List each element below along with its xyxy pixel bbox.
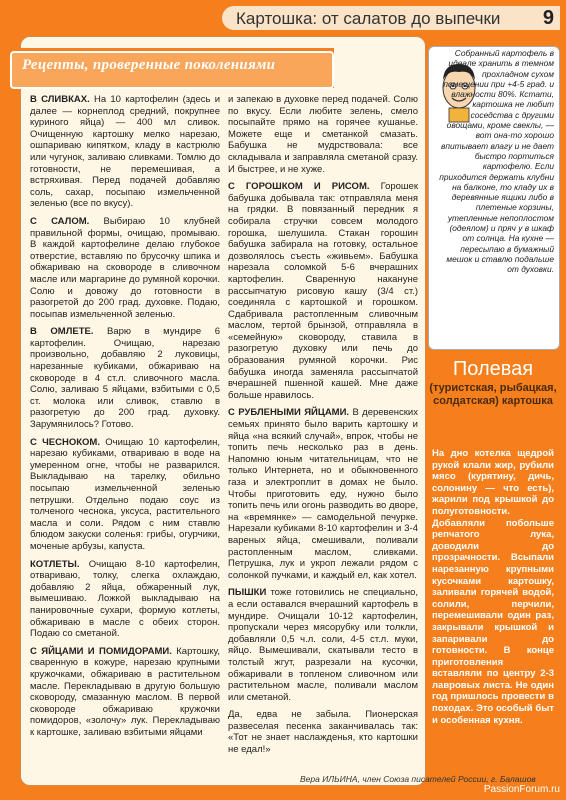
author-credit: Вера ИЛЬИНА, член Союза писателей России, г. Балашов [300,774,536,784]
recipe-text: На 10 картофелин (здесь и далее — корнеплод средний, покрупнее куриного яйца) — 400 мл сливок. Очищенную картошку мелко нарезаю, ошпариваю кипятком, кладу в кастрюлю или чугунок, заливаю сливками. Томлю до готовности, не перемешивая, а встряхивая. Перед подачей добавляю соль, сахар, посыпаю измельченной зеленью (все по вкусу). [30,94,221,210]
section-banner [4,48,334,88]
recipe-text: Да, едва не забыла. Пионерская развеселая песенка заканчивалась так: «Тот не знает наслажденья, кто картошки не едал!» [228,709,418,756]
page-header [0,0,566,32]
recipes-column-2 [228,94,418,762]
recipe-name: ПЫШКИ [228,587,267,599]
header-title: Картошка: от салатов до выпечки [236,9,501,28]
recipe-name: В ОМЛЕТЕ. [30,326,94,338]
recipe-text: Варю в мундире 6 картофелин. Очищаю, нарезаю произвольно, добавляю 2 луковицы, нарезанные кубиками, обжариваю на сковороде в 4 ст.л. сливочного масла. Солю, заливаю 5 яйцами, взбитыми с 0,5 ст. молока или сливок, ставлю в разогретую до 200 град. духовку. Зарумянилось? Готово. [30,326,221,431]
recipe-name: С ЧЕСНОКОМ. [30,436,100,448]
recipe-paragraph [228,709,418,755]
recipe-text: Очищаю 8-10 картофелин, отвариваю, толку, слегка охлаждаю, добавляю 2 яйца, обжаренный лук, вымешиваю. Ложкой выкладываю на панировочные сухари, формую котлеты, обжариваю в масле с обеих сторон. Подаю со сметаной. [30,558,220,640]
recipe-text: В деревенских семьях принято было варить картошку и яйца «на всякий случай», впрок, чтобы не топить печь несколько раз в день. Напомню юным читательницам, что не только Интернета, но и обыкновенного газа и электроплит в домах не было. Чтобы приготовить еду, нужно было топить печь или огонь разводить во дворе, на «времянке» — самодельной печурке. Нарезали кубиками 8-10 картофелин и 3-4 вареных яйца, смешивали, поливали растопленным маслом, сливками. Петрушка, лук и укроп лежали рядом с солонкой пучками, и каждый ел, как хотел. [228,407,418,581]
recipe-text: Выбираю 10 клубней правильной формы, очищаю, промываю. В каждой картофелине делаю глубокое отверстие, вставляю по брусочку шпика и обжариваю на сковороде в сливочном масле или маргарине до румяной корочки. Солю и довожу до готовности в разогретой до 200 град. духовке. Подаю, посыпав измельченной зеленью. [30,215,220,320]
recipe-name: КОТЛЕТЫ. [30,558,80,570]
polevaya-text: На дно котелка щедрой рукой клали жир, рубили мясо (курятину, дичь, солонину — что есть), жарили под крышкой до полуготовности. Добавляли побольше репчатого лука, доводили до прозрачности. Всыпали нарезанную крупными кусочками картошку, заливали горячей водой, солили, перчили, перемешивали один раз, закрывали крышкой и запаривали до готовности. В конце приготовления вставляли по центру 2-3 лавровых листа. Не один год пришлось провести в походах. Это особый быт и особенная кухня. [432,448,554,726]
recipe-paragraph [30,326,220,430]
recipe-text: Горошек бабушка добывала так: отправляла меня на грядки. В повязанный передник я собирала стручки совсем молодого горошка, шелушила. Стакан горошин бабушка забирала на готовку, остальное дозволялось съесть «живьем». Бабушка нарезала соломкой 5-6 вчерашних картофелин. Сваренную накануне рассыпчатую рисовую кашу (3/4 ст.) соединяла с картошкой и горошком. Сдабривала растопленным сливочным маслом, тертой брынзой, отправляла в «семейную» сковороду, ставила в разогретую духовку или печь до образования румяной корочки. Рис бабушка иногда заменяла рассыпчатой вчерашней пшенной кашей. Мне даже больше нравилось. [228,181,418,401]
storage-note-text: Собранный картофель в идеале хранить в темном прохладном сухом помещении при +4-5 град. и влажности 80%. Кстати, картошка не любит соседства с другими овощами, кроме свеклы, — вот она-то хорошо впитывает влагу и не дает быстро портиться картофелю. Если приходится держать клубни на балконе, то кладу их в деревянные ящики либо в плетеные корзины, утепленные непоплостом (одеялом) и пряч у в шкаф от солнца. На кухне — пересыпаю в бумажный мешок и ставлю подальше от духовки. [439,48,554,275]
recipe-name: В СЛИВКАХ. [30,94,90,105]
recipe-name: С ГОРОШКОМ И РИСОМ. [228,181,370,193]
recipe-name: С САЛОМ. [30,215,90,227]
banner-title: Рецепты, проверенные поколениями [22,57,276,73]
recipe-paragraph [30,216,220,320]
watermark: PassionForum.ru [483,784,560,795]
recipe-paragraph [30,437,220,553]
recipe-text: и запекаю в духовке перед подачей. Солю по вкусу. Если любите зелень, смело посыпайте прямо на горячее кушанье. Можете еще и сметанкой смазать. Бабушка не мудрствовала: все складывала и заправляла сметаной сразу. И быстрее, и не хуже. [228,94,418,175]
recipe-paragraph [228,587,418,703]
recipe-paragraph [228,407,418,581]
recipe-text: Картошку, сваренную в кожуре, нарезаю крупными кружочками, обжариваю в растительном масле. Перекладываю в другую большую сковороду, смазанную маслом. В первой сковороде обжариваю кружочки помидоров, «золочу» лук. Перекладываю к картошке, заливаю взбитыми яйцами [30,645,220,738]
recipe-paragraph [228,94,418,175]
page-number: 9 [542,7,554,29]
recipe-text: Очищаю 10 картофелин, нарезаю кубиками, отвариваю в воде на умеренном огне, чтобы не разварился. Выкладываю на тарелку, обильно посыпаю измельченной зеленью петрушки. Отдельно подаю соус из толченого чеснока, уксуса, растительного масла и соли. Рядом с ним ставлю блюдом закуски соленья: грибы, огурчики, моченые арбузы, капуста. [30,436,220,552]
recipe-paragraph [30,94,220,210]
recipes-column-1 [30,94,220,744]
recipe-paragraph [228,181,418,401]
recipe-name: С ЯЙЦАМИ И ПОМИДОРАМИ. [30,645,172,657]
polevaya-subtitle: (туристская, рыбацкая, солдатская) картошка [429,382,557,407]
recipe-paragraph [30,559,220,640]
polevaya-title: Полевая [452,358,534,380]
recipe-text: тоже готовились не специально, а если оставался вчерашний картофель в мундире. Очищали 10-12 картофелин, пропускали через мясорубку или толкли, добавляли 0,5 ч.л. соли, 4-5 ст.л. муки, яйцо. Вымешивали, скатывали тесто в толстый жгут, разрезали на кусочки, обжаривали в топленом сливочном или растительном масле, поливали маслом или сметаной. [228,587,419,703]
recipe-paragraph [30,646,220,739]
recipe-name: С РУБЛЕНЫМИ ЯЙЦАМИ. [228,407,350,419]
